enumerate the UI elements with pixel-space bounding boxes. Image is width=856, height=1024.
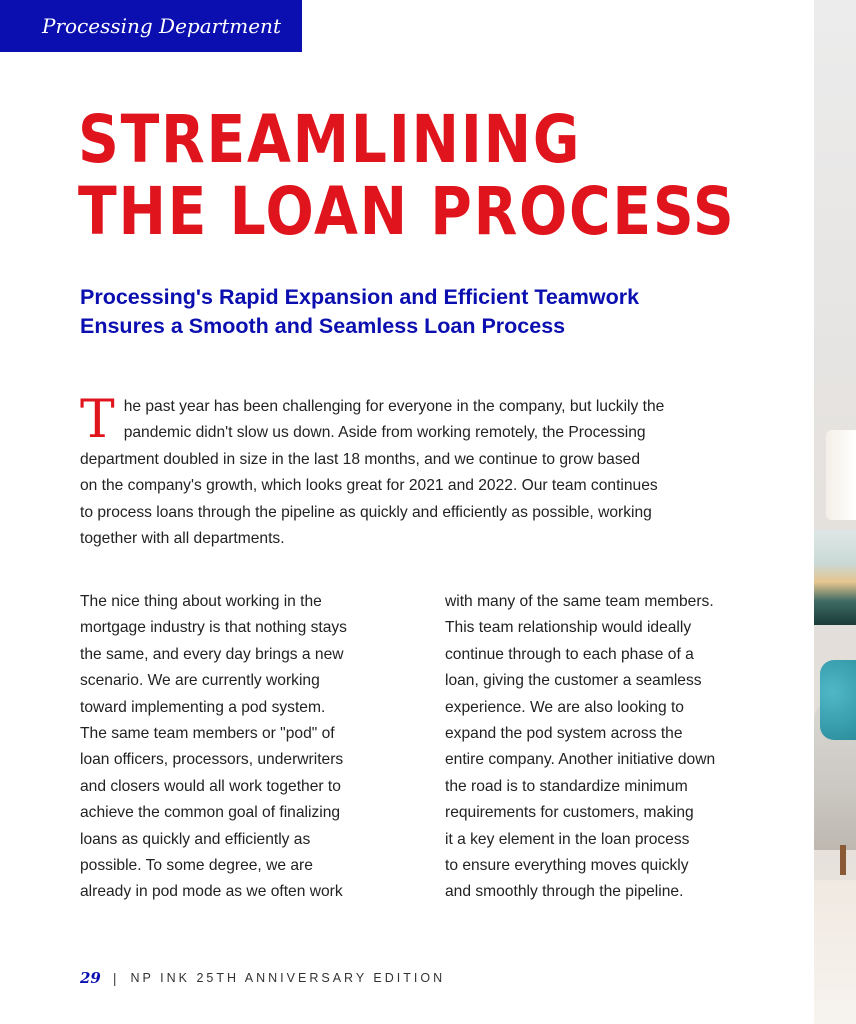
column-line: experience. We are also looking to (445, 698, 684, 716)
intro-line: to process loans through the pipeline as quickly and efficiently as possible, working (80, 503, 652, 521)
column-line: loan, giving the customer a seamless (445, 672, 702, 690)
wall-art-image (814, 530, 856, 625)
intro-line: department doubled in size in the last 18 months, and we continue to grow based (80, 450, 640, 468)
intro-line: together with all departments. (80, 530, 285, 548)
column-line: This team relationship would ideally (445, 619, 692, 637)
column-line: it a key element in the loan process (445, 830, 690, 848)
column-line: entire company. Another initiative down (445, 751, 716, 769)
column-line: already in pod mode as we often work (80, 883, 343, 901)
headline-line-2: THE LOAN PROCESS (78, 173, 736, 250)
sofa-leg-image (840, 845, 846, 875)
column-line: requirements for customers, making (445, 804, 694, 822)
column-line: expand the pod system across the (445, 725, 683, 743)
subheadline-line-1: Processing's Rapid Expansion and Efficient Teamwork (80, 285, 640, 309)
section-tab-label: Processing Department (42, 14, 281, 38)
room-photo-edge (814, 0, 856, 1024)
column-line: and smoothly through the pipeline. (445, 883, 684, 901)
intro-line: on the company's growth, which looks great for 2021 and 2022. Our team continues (80, 477, 658, 495)
headline-line-1: STREAMLINING (78, 101, 582, 178)
column-line: The same team members or "pod" of (80, 725, 335, 743)
body-column-right (445, 589, 750, 906)
pillow-image (820, 660, 856, 740)
column-line: to ensure everything moves quickly (445, 857, 689, 875)
column-line: the same, and every day brings a new (80, 645, 344, 663)
column-line: toward implementing a pod system. (80, 698, 326, 716)
floor-image (814, 880, 856, 1024)
subheadline (80, 283, 780, 341)
column-line: with many of the same team members. (445, 593, 714, 610)
column-line: mortgage industry is that nothing stays (80, 619, 347, 637)
column-line: and closers would all work together to (80, 777, 341, 795)
page-number: 29 (80, 969, 101, 987)
column-line: scenario. We are currently working (80, 672, 320, 690)
column-line: loans as quickly and efficiently as (80, 830, 311, 848)
page-footer (80, 969, 445, 987)
column-line: The nice thing about working in the (80, 593, 322, 610)
publication-title: NP INK 25TH ANNIVERSARY EDITION (130, 971, 446, 985)
column-line: achieve the common goal of finalizing (80, 804, 341, 822)
body-column-left (80, 589, 385, 906)
column-line: possible. To some degree, we are (80, 857, 313, 875)
drop-cap: T (80, 390, 115, 450)
footer-separator: | (112, 970, 117, 986)
column-line: continue through to each phase of a (445, 645, 694, 663)
column-line: the road is to standardize minimum (445, 777, 688, 795)
headline (78, 101, 736, 250)
intro-line: pandemic didn't slow us down. Aside from working remotely, the Processing (123, 424, 646, 442)
lamp-shade-image (826, 430, 856, 520)
column-line: loan officers, processors, underwriters (80, 751, 344, 769)
section-tab (0, 0, 302, 52)
intro-paragraph (80, 390, 730, 552)
intro-line: he past year has been challenging for everyone in the company, but luckily the (123, 398, 665, 415)
subheadline-line-2: Ensures a Smooth and Seamless Loan Process (80, 314, 566, 338)
